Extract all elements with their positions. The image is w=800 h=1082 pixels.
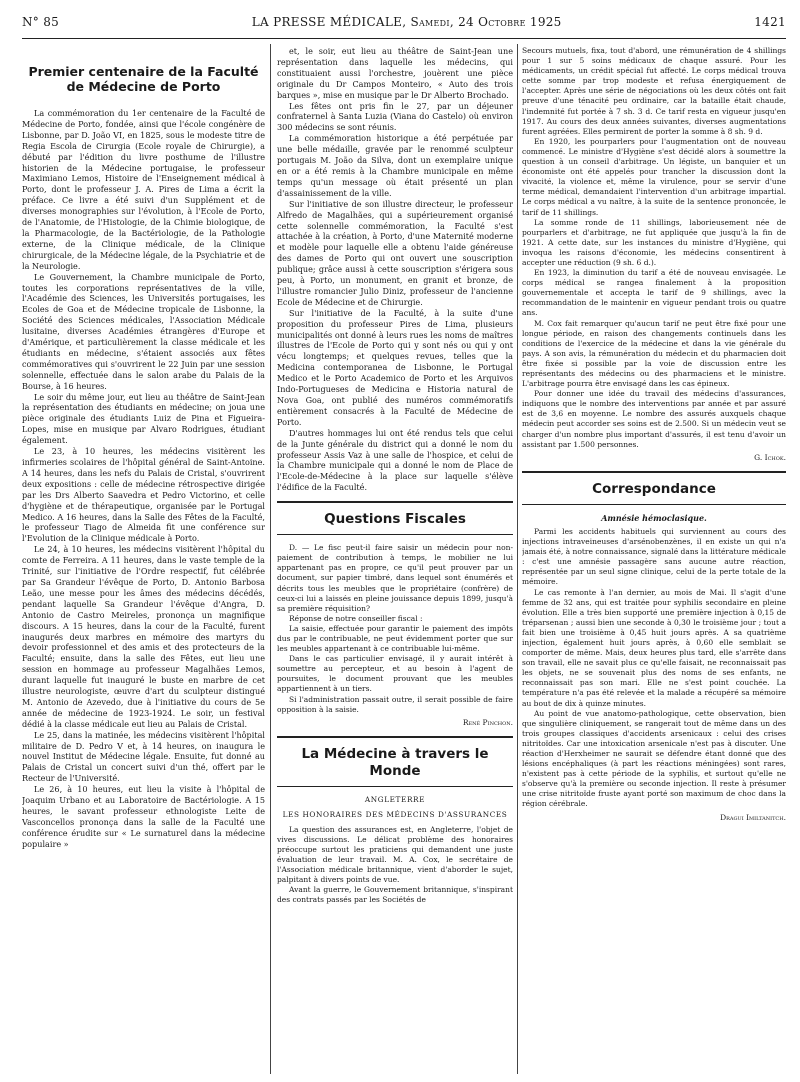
- paragraph: Dans le cas particulier envisagé, il y aurait intérêt à soumettre au percepteur, et au besoin à l'agent de poursuites, le document prouvant que les meubles appartiennent à un tiers.: [277, 654, 513, 694]
- paragraph: Le cas remonte à l'an dernier, au mois de Mai. Il s'agit d'une femme de 32 ans, qui est traitée pour syphilis secondaire en pleine évolution. Elle a très bien supporté une première injection à 0,15 de tréparsenan ; aussi bien une seconde à 0,30 le troisième jour ; tout a fait bien une troisième à 0,45 huit jours après. A sa quatrième injection, également huit jours après, à 0,60 elle semblait se comporter de même. Mais, deux heures plus tard, elle s'arrête dans son travail, elle ne savait plus ce qu'elle faisait, ne reconnaissait pas les objets, ne se souvenait plus des noms de ses enfants, ne reconnaissait pas son mari. Elle ne s'est point couchée. La température n'a pas été relevée et la malade a récupéré sa mémoire au bout de dix à quinze minutes.: [522, 587, 786, 708]
- paragraph: En 1923, la diminution du tarif a été de nouveau envisagée. Le corps médical se rangea finalement à la proposition gouvernementale et accepta le tarif de 9 shillings, avec la recommandation de le maintenir en vigueur pendant trois ou quatre ans.: [522, 268, 786, 318]
- paragraph: La commémoration du 1er centenaire de la Faculté de Médecine de Porto, fondée, ainsi que l'école congénère de Lisbonne, par D. João VI, en 1825, sous le modeste titre de Regia Escola de Cirurgia (Ecole royale de Chirurgie), a débuté par l'édition du livre posthume de l'illustre historien de la Médecine portugaise, le professeur Maximiano Lemos, Histoire de l'Enseignement médical à Porto, dont le professeur J. A. Pires de Lima a écrit la préface. Ce livre a été suivi d'un Supplément et de diverses monographies sur l'évolution, à l'Ecole de Porto, de l'Anatomie, de l'Histologie, de la Chimie biologique, de la Pharmacologie, de la Bactériologie, de la Pathologie externe, de la Clinique médicale, de la Clinique chirurgicale, de la Médecine légale, de la Psychiatrie et de la Neurologie.: [22, 108, 265, 271]
- paragraph: Le Gouvernement, la Chambre municipale de Porto, toutes les corporations représentatives de la ville, l'Académie des Sciences, les Universités portugaises, les Ecoles de Goa et de Médecine tropicale de Lisbonne, la Société des Sciences médicales, l'Association Médicale lusitaine, diverses Académies étrangères d'Europe et d'Amérique, et particulièrement la classe médicale et les étudiants en médecine, s'étaient associés aux fêtes commémoratives qui s'ouvrirent le 22 Juin par une session solennelle, effectuée dans le salon arabe du Palais de la Bourse, à 16 heures.: [22, 271, 265, 391]
- signature: Dragui Imiltanitch.: [720, 812, 786, 822]
- paragraph: En 1920, les pourparlers pour l'augmentation ont de nouveau commencé. Le ministre d'Hygiène s'est décidé alors à soumettre la question à un conseil d'arbitrage. Un légiste, un banquier et un économiste ont été appelés pour trancher la discussion dont la vivacité, la violence et, même la virulence, pour se servir d'une terme médical, demandaient l'intervention d'un arbitrage impartial. Le corps médical a vu naître, à la suite de la sentence prononcée, le tarif de 11 shillings.: [522, 136, 786, 217]
- section-title-monde: La Médecine à travers le Monde: [277, 736, 513, 787]
- section-title-fiscal: Questions Fiscales: [277, 501, 513, 535]
- paragraph: D. — Le fisc peut-il faire saisir un médecin pour non-paiement de contribution à temps, le mobilier ne lui appartenant pas en propre, ce qu'il peut prouver par un document, sur papier timbré, dans lequel sont énumérés et décrits tous les meubles que le propriétaire (confrère) de ceux-ci lui a laissés en pleine jouissance depuis 1899, jusqu'à sa première réquisition?: [277, 543, 513, 613]
- paragraph: La question des assurances est, en Angleterre, l'objet de vives discussions. Le délicat problème des honoraires préoccupe surtout les praticiens qui demandent une juste évaluation de leur travail. M. A. Cox, le secrétaire de l'Association médicale britannique, vient d'aborder le sujet, palpitant à divers points de vue.: [277, 824, 513, 885]
- paragraph: La commémoration historique a été perpétuée par une belle médaille, gravée par le renommé sculpteur portugais M. João da Silva, dont un exemplaire unique en or a été remis à la Chambre municipale en même temps qu'un message où était présenté un plan d'assainissement de la ville.: [277, 133, 513, 198]
- subheading: LES HONORAIRES DES MÉDECINS D'ASSURANCES: [282, 809, 508, 819]
- paragraph: Le 26, à 10 heures, eut lieu la visite à l'hôpital de Joaquim Urbano et au Laboratoire de Bactériologie. A 15 heures, le savant professeur ethnologiste Leite de Vasconcellos prononça dans la salle de la Faculté une conférence érudite sur « Le surnaturel dans la médecine populaire »: [22, 784, 265, 849]
- paragraph: La somme ronde de 11 shillings, laborieusement née de pourparlers et d'arbitrage, ne fut appliquée que jusqu'à la fin de 1921. A cette date, sur les instances du ministre d'Hygiène, qui invoqua les raisons d'économie, les médecins consentirent à accepter une réduction (9 sh. 6 d.).: [522, 217, 786, 267]
- article-title: Premier centenaire de la Faculté de Médecine de Porto: [28, 64, 259, 94]
- paragraph: Parmi les accidents habituels qui surviennent au cours des injections intraveineuses d'arsénobenzènes, il en existe un qui n'a jamais été, à notre connaissance, signalé dans la littérature médicale : c'est une amnésie passagère sans aucune autre réaction, représentée par un seul signe clinique, celui de la perte totale de la mémoire.: [522, 526, 786, 587]
- paragraph: Le 25, dans la matinée, les médecins visitèrent l'hôpital militaire de D. Pedro V et, à 14 heures, on inaugura le nouvel Institut de Médecine légale. Ensuite, fut donné au Palais de Cristal un concert suivi d'un thé, offert par le Recteur de l'Université.: [22, 729, 265, 784]
- paragraph: M. Cox fait remarquer qu'aucun tarif ne peut être fixé pour une longue période, en raison des changements continuels dans les conditions de l'exercice de la médecine et dans la vie générale du pays. A son avis, la rémunération du médecin et du pharmacien doit être fixée si possible par la voie de discussion entre les représentants des médecins ou des pharmaciens et le ministre. L'arbitrage pourra être envisagé dans les cas épineux.: [522, 318, 786, 389]
- paragraph: Secours mutuels, fixa, tout d'abord, une rémunération de 4 shillings pour 1 sur 5 soins médicaux de chaque assuré. Pour les médicaments, un crédit spécial fut affecté. Le corps médical trouva cette somme par trop modeste et refusa énergiquement de l'accepter. Après une série de négociations où les deux côtés ont fait preuve d'une ténacité peu ordinaire, car la bataille était chaude, l'indemnité fut portée à 7 sh. 3 d. Ce tarif resta en vigueur jusqu'en 1917. Au cours des deux années suivantes, diverses augmentations furent agréées. Elles permirent de porter la somme à 8 sh. 9 d.: [522, 46, 786, 136]
- column-1: [22, 46, 265, 1074]
- paragraph: Pour donner une idée du travail des médecins d'assurances, indiquons que le nombre des interventions par année et par assuré est de 3,6 en moyenne. Le nombre des assurés auxquels chaque médecin peut accorder ses soins est de 2.500. Si un médecin veut se charger d'un nombre plus important d'assurés, il est tenu d'avoir un assistant par 1.500 personnes.: [522, 389, 786, 449]
- signature: G. Ichok.: [754, 452, 786, 462]
- paragraph: Sur l'initiative de son illustre directeur, le professeur Alfredo de Magalhães, qui a supérieurement organisé cette solennelle commémoration, la Faculté s'est attachée à la création, à Porto, d'une Maternité moderne et modèle pour laquelle elle a obtenu l'aide généreuse des dames de Porto qui ont ouvert une souscription publique; grâce aussi à cette souscription s'érigera sous peu, à Porto, un monument, en granit et bronze, de l'illustre romancier Julio Diniz, professeur de l'ancienne Ecole de Médecine et de Chirurgie.: [277, 198, 513, 307]
- paragraph: Si l'administration passait outre, il serait possible de faire opposition à la saisie.: [277, 694, 513, 714]
- paragraph: D'autres hommages lui ont été rendus tels que celui de la Junte générale du district qui a donné le nom du professeur Assis Vaz à une salle de l'hospice, et celui de la Chambre municipale qui a donné le nom de Place de l'Ecole-de-Médecine à la place sur laquelle s'élève l'édifice de la Faculté.: [277, 427, 513, 493]
- issue-number: N° 85: [22, 15, 60, 29]
- page-number: 1421: [754, 15, 786, 29]
- paragraph: Le 24, à 10 heures, les médecins visitèrent l'hôpital du comte de Ferreira. A 11 heures, dans le vaste temple de la Trinité, sur l'initiative de l'Ordre respectif, fut célébrée par Sa Grandeur l'évêque de Porto, D. Antonio Barbosa Leão, une messe pour les âmes des médecins décédés, pendant laquelle Sa Grandeur l'évêque d'Angra, D. Antonio de Castro Meireles, prononça un magnifique discours. A 15 heures, dans la cour de la Faculté, furent inaugurés deux marbres en mémoire des martyrs du devoir professionnel et des amis et des protecteurs de la Faculté; ensuite, dans la salle des Fêtes, eut lieu une session en hommage au professeur Magalhães Lemos, durant laquelle fut inauguré le buste en marbre de cet illustre neurologiste, œuvre d'art du sculpteur distingué M. Antonio de Azevedo, due à l'initiative du cours de 5e année de médecine de 1923-1924. Le soir, un festival dédié à la classe médicale eut lieu au Palais de Cristal.: [22, 544, 265, 729]
- paragraph: Le 23, à 10 heures, les médecins visitèrent les infirmeries scolaires de l'hôpital général de Saint-Antoine. A 14 heures, dans les nefs du Palais de Cristal, s'ouvrirent deux expositions : celle de médecine rétrospective dirigée par les Drs Alberto Saavedra et Pedro Victorino, et celle d'hygiène et de thérapeutique, organisée par le Portugal Medico. A 16 heures, dans la Salle des Fêtes de la Faculté, le professeur Tiago de Almeida fit une conférence sur l'Evolution de la Clinique médicale à Porto.: [22, 446, 265, 544]
- paragraph: Avant la guerre, le Gouvernement britannique, s'inspirant des contrats passés par les Sociétés de: [277, 885, 513, 905]
- paragraph: Sur l'initiative de la Faculté, à la suite d'une proposition du professeur Pires de Lima, plusieurs municipalités ont donné à leurs rues les noms de maîtres illustres de l'Ecole de Porto qui y sont nés ou qui y ont vécu longtemps; et quelques revues, telles que la Medicina contemporanea de Lisbonne, le Portugal Medico et le Porto Academico de Porto et les Arquivos Indo-Portugueses de Medicina e Historia natural de Nova Goa, ont publié des numéros commémoratifs entièrement consacrés à la Faculté de Médecine de Porto.: [277, 307, 513, 427]
- paragraph: Réponse de notre conseiller fiscal :: [289, 613, 423, 623]
- country-heading: ANGLETERRE: [364, 794, 426, 804]
- section-title-correspondance: Correspondance: [522, 471, 786, 505]
- subheading: Amnésie hémoclasique.: [601, 512, 707, 523]
- paragraph: et, le soir, eut lieu au théâtre de Saint-Jean une représentation dans laquelle les médecins, qui constituaient aussi l'orchestre, jouèrent une pièce originale du Dr Campos Monteiro, « Auto des trois barques », mise en musique par le Dr Alberto Brochado.: [277, 46, 513, 100]
- paragraph: Au point de vue anatomo-pathologique, cette observation, bien que singulière cliniquement, se rangerait tout de même dans un des trois groupes classiques d'accidents arsenicaux : celui des crises nitritoïdes. Car une intoxication arsenicale n'est pas à discuter. Une réaction d'Herxheimer ne saurait se défendre étant donné que des lésions encéphaliques (à part les réactions méningées) sont rares, n'existent pas à cette période de la syphilis, et surtout qu'elle ne s'observe qu'à la première ou seconde injection. Il reste à présumer une crise nitritoïde fruste ayant porté son maximum de choc dans la région cérébrale.: [522, 708, 786, 809]
- page-header: [22, 6, 786, 39]
- column-rule: [270, 44, 271, 1074]
- signature: René Pinchon.: [462, 717, 513, 727]
- column-3: [522, 46, 786, 1074]
- paragraph: Le soir du même jour, eut lieu au théâtre de Saint-Jean la représentation des étudiants en médecine; on joua une pièce originale des étudiants Luiz de Pina et Figueira-Lopes, mise en musique par Alvaro Rodrigues, étudiant également.: [22, 391, 265, 446]
- paragraph: Les fêtes ont pris fin le 27, par un déjeuner confraternel à Santa Luzia (Viana do Castelo) où environ 300 médecins se sont réunis.: [277, 100, 513, 133]
- paragraph: La saisie, effectuée pour garantir le paiement des impôts dus par le contribuable, ne peut évidemment porter que sur les meubles appartenant à ce contribuable lui-même.: [277, 623, 513, 654]
- column-2: [277, 46, 513, 1074]
- masthead: LA PRESSE MÉDICALE, Samedi, 24 Octobre 1925: [251, 15, 562, 29]
- column-rule: [517, 44, 518, 1074]
